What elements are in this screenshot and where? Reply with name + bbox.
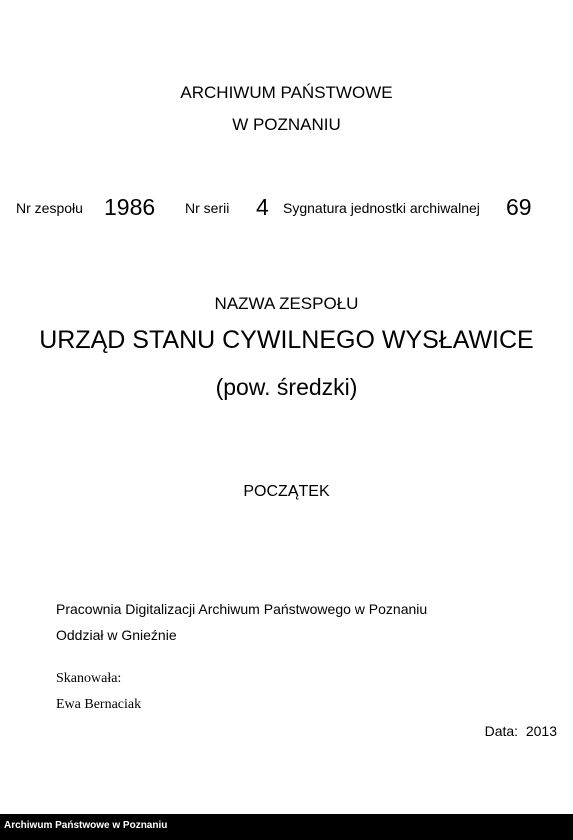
archive-branch: Oddział w Gnieźnie <box>56 627 177 643</box>
fond-name: URZĄD STANU CYWILNEGO WYSŁAWICE <box>39 326 534 354</box>
digitization-lab: Pracownia Digitalizacji Archiwum Państwowego w Poznaniu <box>56 601 428 617</box>
footer-bar <box>0 814 573 840</box>
footer-text: Archiwum Państwowe w Poznaniu <box>4 820 168 831</box>
unit-signature-label: Sygnatura jednostki archiwalnej <box>283 200 480 216</box>
fond-number-value: 1986 <box>104 194 156 220</box>
unit-signature-value: 69 <box>506 194 532 220</box>
date-row <box>485 723 557 739</box>
fond-district: (pow. średzki) <box>215 374 358 400</box>
fond-number-label: Nr zespołu <box>16 200 83 216</box>
date-label: Data: <box>484 723 519 739</box>
archive-name-line1: ARCHIWUM PAŃSTWOWE <box>180 83 393 102</box>
section-label: POCZĄTEK <box>243 483 330 500</box>
series-number-label: Nr serii <box>185 200 230 216</box>
scanned-by-label: Skanowała: <box>56 671 122 686</box>
archive-name-line2: W POZNANIU <box>232 115 341 134</box>
scanned-by-name: Ewa Bernaciak <box>56 697 142 712</box>
series-number-value: 4 <box>256 194 269 220</box>
date-value: 2013 <box>525 723 557 739</box>
fond-label: NAZWA ZESPOŁU <box>214 294 359 313</box>
